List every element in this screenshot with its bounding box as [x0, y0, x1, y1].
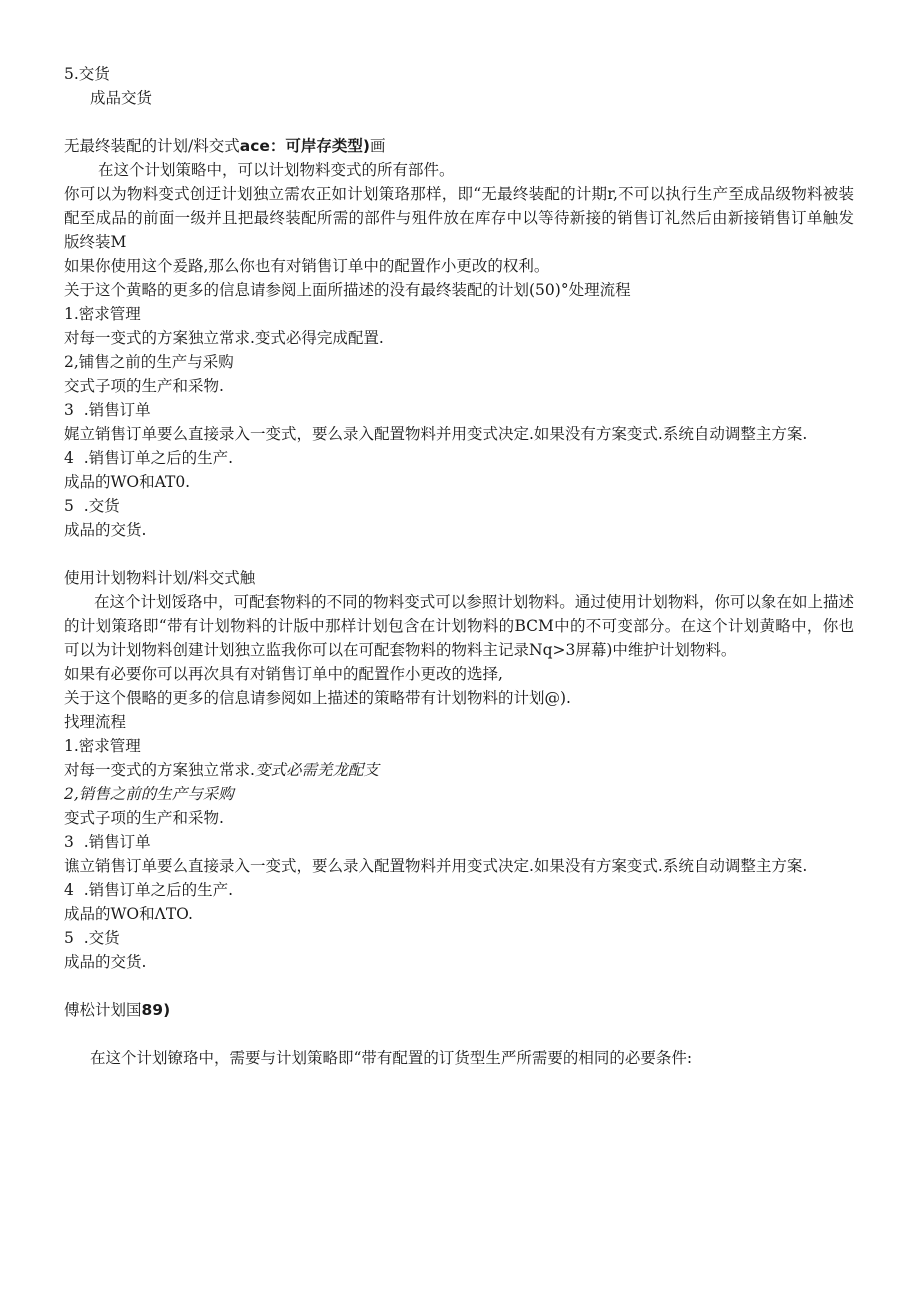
step-text: 成品的交货.	[64, 953, 147, 971]
paragraph: 如果你使用这个爰路,那么你也有对销售订单中的配置作小更改的权利。	[64, 257, 550, 275]
step-heading: 4 .销售订单之后的生产.	[64, 881, 234, 899]
step-text: 谯立销售订单要么直接录入一变式，要么录入配置物料并用变式决定.如果没有方案变式.系统自动调整主方案.	[64, 857, 808, 875]
spacer	[64, 110, 860, 134]
section-title-part: ace：可岸存类型)	[239, 137, 370, 155]
step-text: 娓立销售订单要么直接录入一变式，要么录入配置物料并用变式决定.如果没有方案变式.系统自动调整主方案.	[64, 425, 808, 443]
section-title-part: 傅松计划国	[64, 1001, 142, 1019]
section-title-planning-material: 使用计划物料计划/料交式触	[64, 569, 256, 587]
paragraph: 在这个计划镣珞中，需要与计划策略即“带有配置的订货型生严所需要的相同的必要条件:	[90, 1049, 693, 1067]
delivery-heading: 5.交货	[64, 65, 110, 83]
step-heading: 5 .交货	[64, 929, 120, 947]
spacer	[64, 542, 860, 566]
step-text	[64, 758, 860, 782]
step-text: 成品的交货.	[64, 521, 147, 539]
spacer	[64, 1022, 860, 1046]
paragraph: 关于这个黄略的更多的信息请参阅上面所描述的没有最终装配的计划(50)°处理流程	[64, 281, 631, 299]
step-text-part: 变式必需羌龙配支	[254, 761, 379, 779]
step-text: 对每一变式的方案独立常求.变式必得完成配置.	[64, 329, 384, 347]
step-heading: 2,铺售之前的生产与采购	[64, 353, 234, 371]
step-heading: 5 .交货	[64, 497, 120, 515]
step-text-part: 对每一变式的方案独立常求.	[64, 761, 255, 779]
step-heading: 3 .销售订单	[64, 833, 151, 851]
paragraph: 关于这个偎略的更多的信息请参阅如上描述的策略带有计划物料的计划@).	[64, 689, 571, 707]
step-text: 成品的WO和ΛTO.	[64, 905, 193, 923]
paragraph: 如果有必要你可以再次具有对销售订单中的配置作小更改的选择,	[64, 665, 503, 683]
paragraph: 在这个计划馁珞中，可配套物料的不同的物料变式可以参照计划物料。通过使用计划物料，你可以象在如上描述的计划策珞即“带有计划物料的计版中那样计划包含在计划物料的BCM中的不可变部分。在这个计划黄略中，你也可以为计划物料创建计划独立监我你可以在可配套物料的物料主记录Nq>3屏幕)中维护计划物料。	[64, 593, 854, 659]
section-title-planning-89	[64, 998, 860, 1022]
step-text: 变式子项的生产和采物.	[64, 809, 224, 827]
process-flow-heading: 找理流程	[64, 713, 127, 731]
step-heading: 1.密求管理	[64, 737, 141, 755]
paragraph: 在这个计划策略中，可以计划物料变式的所有部件。	[98, 161, 455, 179]
step-heading: 3 .销售订单	[64, 401, 151, 419]
delivery-text: 成品交货	[90, 89, 153, 107]
step-heading: 1.密求管理	[64, 305, 141, 323]
step-heading: 4 .销售订单之后的生产.	[64, 449, 234, 467]
step-text: 成品的WO和AT0.	[64, 473, 191, 491]
paragraph: 你可以为物料变式创迂计划独立需农正如计划策珞那样，即“无最终装配的计期r,不可以执行生产至成品级物料被装配至成品的前面一级并且把最终装配所需的部件与殂件放在库存中以等待新接的销售订礼然后由新接销售订单触发版终装M	[64, 185, 854, 251]
section-title-no-final-assembly	[64, 134, 860, 158]
step-heading: 2,销售之前的生产与采购	[64, 785, 234, 803]
section-title-part: 无最终装配的计划/料交式	[64, 137, 240, 155]
section-title-part: 89)	[141, 1001, 171, 1019]
step-text: 交式子项的生产和采物.	[64, 377, 224, 395]
section-title-part: 画	[369, 137, 386, 155]
spacer	[64, 974, 860, 998]
